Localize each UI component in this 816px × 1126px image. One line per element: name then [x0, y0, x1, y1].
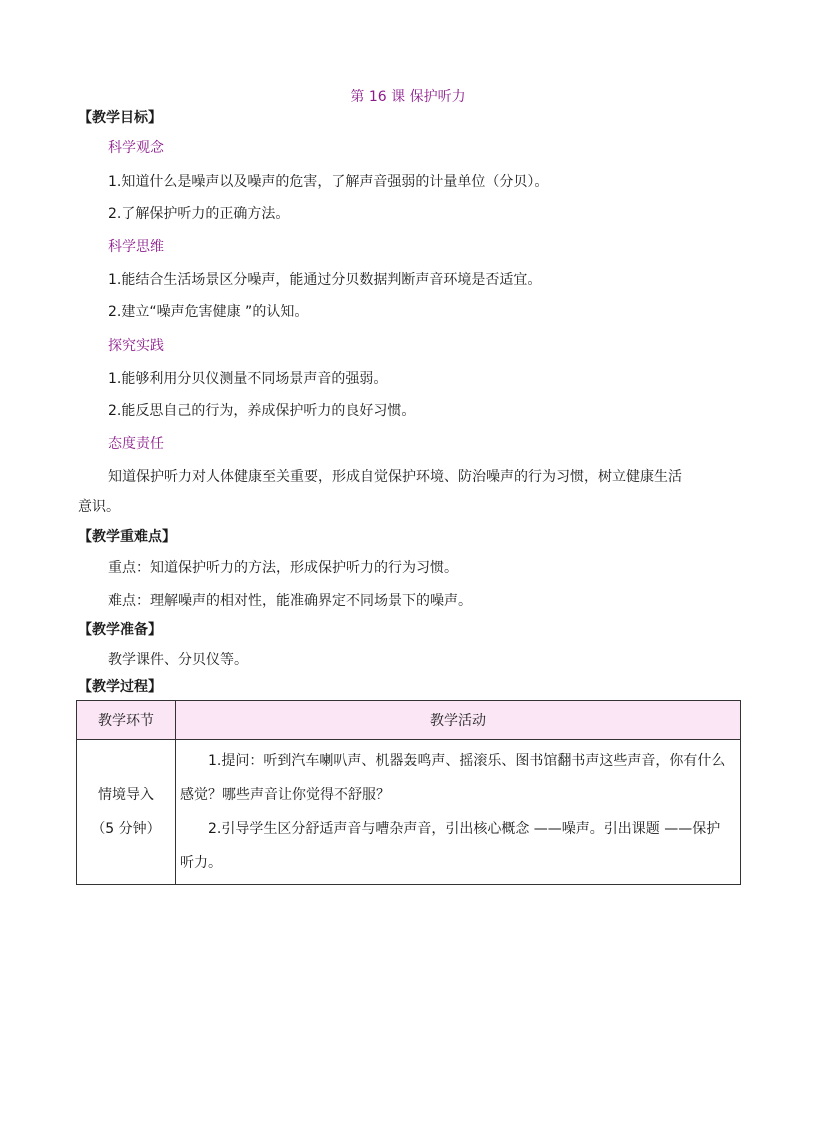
stage-cell	[77, 740, 176, 885]
inquiry-heading: 探究实践	[108, 338, 164, 354]
activity-paragraph-2: 2.引导学生区分舒适声音与嘈杂声音，引出核心概念 ——噪声。引出课题 ——保护听力。	[180, 821, 721, 871]
activity-cell	[176, 740, 741, 885]
concept-item-2: 2.了解保护听力的正确方法。	[108, 206, 290, 222]
inquiry-item-2: 2.能反思自己的行为，养成保护听力的良好习惯。	[108, 403, 416, 419]
science-thinking-heading: 科学思维	[108, 239, 164, 255]
difficult-point: 难点：理解噪声的相对性，能准确界定不同场景下的噪声。	[108, 593, 472, 609]
thinking-item-1: 1.能结合生活场景区分噪声，能通过分贝数据判断声音环境是否适宜。	[108, 272, 542, 288]
thinking-item-2: 2.建立“噪声危害健康 ”的认知。	[108, 304, 309, 320]
inquiry-item-1: 1.能够利用分贝仪测量不同场景声音的强弱。	[108, 371, 388, 387]
process-heading: 【教学过程】	[78, 679, 162, 695]
preparation-heading: 【教学准备】	[78, 622, 162, 638]
goals-heading: 【教学目标】	[78, 110, 162, 126]
preparation-text: 教学课件、分贝仪等。	[108, 652, 248, 668]
concept-item-1: 1.知道什么是噪声以及噪声的危害，了解声音强弱的计量单位（分贝）。	[108, 174, 549, 190]
table-row	[77, 740, 741, 885]
page-title: 第 16 课 保护听力	[350, 89, 466, 105]
activity-paragraph-1: 1.提问：听到汽车喇叭声、机器轰鸣声、摇滚乐、图书馆翻书声这些声音，你有什么感觉？哪些声音让你觉得不舒服？	[180, 753, 726, 803]
stage-duration: （5 分钟）	[91, 821, 161, 837]
process-table	[76, 700, 741, 885]
attitude-heading: 态度责任	[108, 436, 164, 452]
key-point: 重点：知道保护听力的方法，形成保护听力的行为习惯。	[108, 560, 458, 576]
key-points-heading: 【教学重难点】	[78, 529, 176, 545]
table-header-stage: 教学环节	[77, 701, 176, 740]
table-header-row	[77, 701, 741, 740]
attitude-text-line-2: 意识。	[78, 499, 120, 515]
stage-name: 情境导入	[98, 787, 154, 803]
table-header-activity: 教学活动	[176, 701, 741, 740]
science-concept-heading: 科学观念	[108, 140, 164, 156]
attitude-text-line-1: 知道保护听力对人体健康至关重要，形成自觉保护环境、防治噪声的行为习惯，树立健康生活	[108, 469, 682, 485]
